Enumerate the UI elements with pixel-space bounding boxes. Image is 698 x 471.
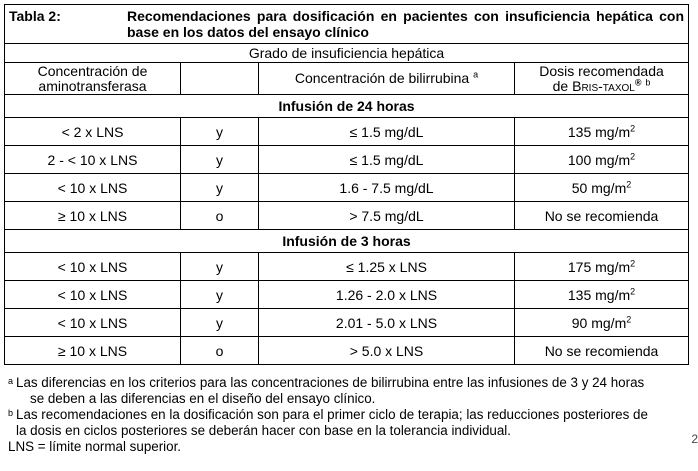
dose-unit-exponent: 2 (626, 313, 632, 324)
table-caption (5, 5, 689, 44)
cell-bilirubin: 1.26 - 2.0 x LNS (259, 281, 515, 309)
table-row (5, 118, 689, 146)
cell-bilirubin: > 7.5 mg/dL (259, 202, 515, 230)
header-aminotransferase-line2: aminotransferasa (38, 77, 147, 94)
dose-unit-exponent: 2 (630, 257, 636, 268)
cell-aminotransferase: < 10 x LNS (5, 309, 181, 337)
cell-aminotransferase: < 2 x LNS (5, 118, 181, 146)
cell-aminotransferase: < 10 x LNS (5, 174, 181, 202)
footnotes (8, 375, 688, 455)
dose-value: 175 mg/m (567, 258, 631, 275)
footnote-a (8, 375, 688, 391)
table-row (5, 309, 689, 337)
cell-dose (515, 146, 689, 174)
dose-unit-exponent: 2 (626, 178, 632, 189)
table-row (5, 202, 689, 230)
section-row (5, 95, 689, 118)
group-header-row (5, 44, 689, 63)
dose-unit-exponent: 2 (630, 285, 636, 296)
cell-bilirubin: ≤ 1.5 mg/dL (259, 146, 515, 174)
dose-value: 50 mg/m (571, 179, 627, 196)
header-dose-line1: Dosis recomendada (539, 62, 664, 79)
page-edge-mark: 2 (691, 432, 698, 446)
cell-bilirubin: 1.6 - 7.5 mg/dL (259, 174, 515, 202)
cell-conjunction: y (181, 309, 259, 337)
cell-aminotransferase: ≥ 10 x LNS (5, 337, 181, 365)
cell-dose (515, 174, 689, 202)
column-header-row (5, 63, 689, 95)
footnote-b-line2: la dosis en ciclos posteriores se deberán hacer con base en la tolerancia individual. (16, 423, 512, 438)
footnote-a-line2: se deben a las diferencias en el diseño del ensayo clínico. (30, 391, 376, 406)
cell-dose (515, 309, 689, 337)
cell-bilirubin: ≤ 1.25 x LNS (259, 253, 515, 281)
table-row (5, 337, 689, 365)
dose-value: No se recomienda (544, 342, 659, 359)
cell-dose (515, 202, 689, 230)
cell-aminotransferase: 2 - < 10 x LNS (5, 146, 181, 174)
dose-value: No se recomienda (544, 207, 659, 224)
header-dose-prefix: de (552, 77, 569, 94)
cell-conjunction: y (181, 253, 259, 281)
registered-mark: ® (634, 76, 642, 87)
footnote-a-line1: Las diferencias en los criterios para las concentraciones de bilirrubina entre las infusiones de 3 y 24 horas (16, 375, 645, 390)
group-header: Grado de insuficiencia hepática (5, 44, 689, 63)
dose-unit-exponent: 2 (630, 150, 636, 161)
footnote-a-mark: a (8, 376, 14, 386)
header-dose-brand: Bris-taxol (572, 77, 635, 94)
cell-aminotransferase: < 10 x LNS (5, 253, 181, 281)
table-caption-row (5, 5, 689, 44)
dose-value: 90 mg/m (571, 314, 627, 331)
hepatic-dosing-table (4, 4, 689, 365)
header-dose (515, 63, 689, 95)
cell-bilirubin: > 5.0 x LNS (259, 337, 515, 365)
cell-aminotransferase: < 10 x LNS (5, 281, 181, 309)
cell-conjunction: o (181, 202, 259, 230)
cell-conjunction: o (181, 337, 259, 365)
dosing-table-container (4, 4, 688, 365)
table-label: Tabla 2: (9, 8, 61, 24)
cell-dose (515, 337, 689, 365)
cell-conjunction: y (181, 174, 259, 202)
cell-bilirubin: 2.01 - 5.0 x LNS (259, 309, 515, 337)
cell-conjunction: y (181, 281, 259, 309)
table-row (5, 146, 689, 174)
footnote-b (8, 407, 688, 423)
header-bilirubin-label: Concentración de bilirrubina (294, 70, 470, 86)
header-conjunction (181, 63, 259, 95)
header-aminotransferase-line1: Concentración de (37, 62, 148, 79)
section-row (5, 230, 689, 253)
footnote-ref-b: b (645, 76, 651, 87)
table-row (5, 174, 689, 202)
cell-aminotransferase: ≥ 10 x LNS (5, 202, 181, 230)
cell-dose (515, 253, 689, 281)
cell-dose (515, 118, 689, 146)
table-row (5, 253, 689, 281)
section-title: Infusión de 24 horas (5, 95, 689, 118)
dose-value: 135 mg/m (567, 286, 631, 303)
cell-dose (515, 281, 689, 309)
header-bilirubin (259, 63, 515, 95)
dose-value: 135 mg/m (567, 123, 631, 140)
footnote-lns: LNS = límite normal superior. (8, 439, 182, 454)
dose-unit-exponent: 2 (630, 122, 636, 133)
footnote-b-mark: b (8, 408, 14, 418)
cell-bilirubin: ≤ 1.5 mg/dL (259, 118, 515, 146)
footnote-b-line1: Las recomendaciones en la dosificación son para el primer ciclo de terapia; las reducciones posteriores de (16, 407, 648, 422)
dose-value: 100 mg/m (567, 151, 631, 168)
cell-conjunction: y (181, 118, 259, 146)
section-title: Infusión de 3 horas (5, 230, 689, 253)
header-aminotransferase (5, 63, 181, 95)
table-row (5, 281, 689, 309)
cell-conjunction: y (181, 146, 259, 174)
table-title: Recomendaciones para dosificación en pacientes con insuficiencia hepática con base en los datos del ensayo clínico (127, 8, 685, 40)
footnote-ref-a: a (473, 69, 479, 80)
